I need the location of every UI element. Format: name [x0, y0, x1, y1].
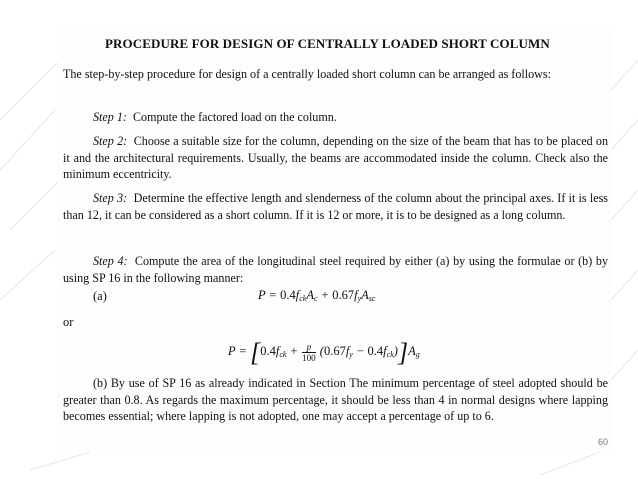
part-a-label: (a) — [93, 289, 107, 303]
part-b-paragraph — [63, 375, 608, 425]
eq2-asub: g — [415, 350, 420, 359]
eq2-f3sub: ck — [386, 350, 394, 359]
eq2-f3: f — [383, 344, 387, 358]
eq2-c3: 0.4 — [367, 344, 384, 358]
eq2-a: A — [408, 344, 416, 358]
step-2 — [63, 133, 608, 183]
part-b-text: (b) By use of SP 16 as already indicated in Section The minimum percentage of steel adopted should be greater than 0.8. As regards the maximum percentage, it should be less than 4 in normal designs where lapping becomes essential; where lapping is not adopted, one may accept a percentage of up to 6. — [63, 376, 608, 423]
step-3 — [63, 190, 608, 223]
equation-1: P = 0.4fckAc + 0.67fyAsc — [258, 288, 376, 303]
intro-paragraph — [63, 66, 608, 83]
equation-2: P = [0.4fck + $\frac{p}{100}$ (0.67fy − 0.4fck)]Ag — [228, 338, 420, 367]
eq2-frac-den: 100 — [302, 352, 316, 363]
step-1-text: Compute the factored load on the column. — [132, 110, 337, 124]
eq1-t2-coef: 0.67 — [332, 288, 355, 302]
eq1-t1-fsub: ck — [299, 294, 307, 303]
step-3-text: Determine the effective length and slenderness of the column about the principal axes. If it is less than 12, it can be considered as a short column. If it is 12 or more, it is to be designed as a long column. — [63, 191, 609, 222]
eq1-t2-f: f — [354, 288, 358, 302]
step-1-label: Step 1: — [93, 110, 127, 124]
intro-text: The step-by-step procedure for design of a centrally loaded short column can be arranged as follows: — [63, 67, 551, 81]
eq2-f1: f — [275, 344, 280, 358]
eq1-t1-f: f — [295, 288, 300, 302]
eq2-c2: 0.67 — [323, 344, 346, 358]
eq1-t1-asub: c — [313, 294, 318, 303]
step-4-text: Compute the area of the longitudinal steel required by either (a) by using the formulae or (b) by using SP 16 in the following manner: — [63, 254, 609, 285]
eq2-lhs: P — [228, 344, 236, 358]
eq2-frac-num: p — [302, 342, 316, 353]
or-label: or — [63, 315, 74, 329]
left-bracket-icon: [ — [250, 338, 261, 367]
eq2-fraction — [302, 342, 316, 363]
eq2-f2: f — [345, 344, 350, 358]
eq1-t2-asub: sc — [368, 294, 376, 303]
eq2-c1: 0.4 — [260, 344, 276, 358]
step-4 — [63, 253, 608, 286]
eq1-t1-coef: 0.4 — [280, 288, 296, 302]
step-4-label: Step 4: — [93, 254, 128, 268]
eq2-f2sub: y — [349, 350, 353, 359]
page-title: PROCEDURE FOR DESIGN OF CENTRALLY LOADED SHORT COLUMN — [105, 36, 550, 51]
step-2-label: Step 2: — [93, 134, 128, 148]
eq2-f1sub: ck — [279, 350, 287, 359]
step-3-label: Step 3: — [93, 191, 128, 205]
right-bracket-icon: ] — [397, 338, 409, 367]
step-2-text: Choose a suitable size for the column, depending on the size of the beam that has to be placed on it and the architectural requirements. Usually, the beams are accommodated inside the column. Check also the minimum eccentricity. — [63, 134, 608, 181]
page-number: 60 — [598, 437, 609, 447]
eq1-t2-fsub: y — [357, 294, 362, 303]
eq1-lhs: P — [258, 288, 266, 302]
eq1-t1-a: A — [306, 288, 314, 302]
step-1 — [63, 109, 608, 126]
eq1-t2-a: A — [361, 288, 369, 302]
